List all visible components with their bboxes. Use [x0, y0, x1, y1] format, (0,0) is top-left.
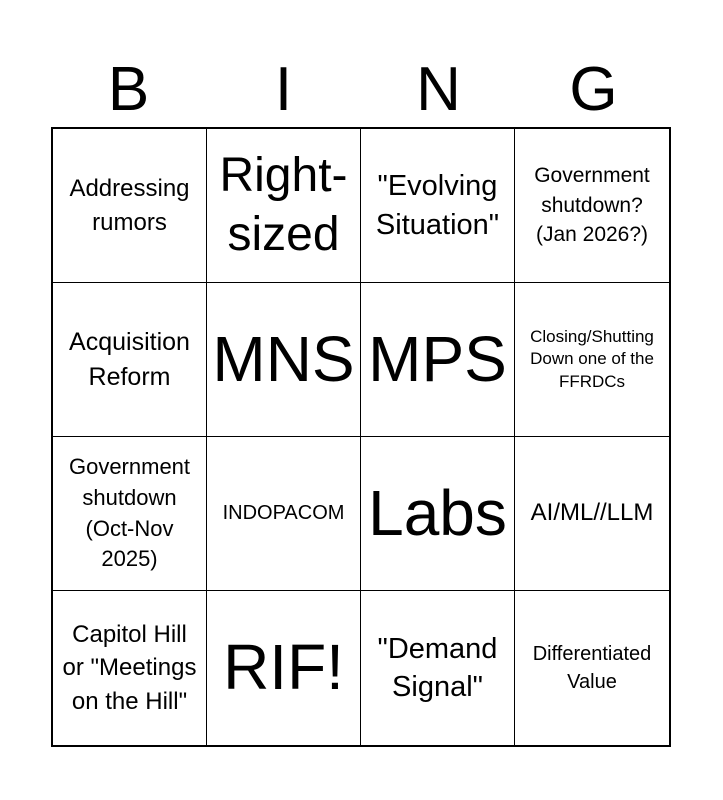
bingo-cell-text: Closing/Shutting Down one of the FFRDCs [530, 326, 654, 391]
bingo-cell-text: Labs [368, 476, 507, 549]
header-letter-n: N [416, 55, 461, 124]
bingo-cell[interactable] [53, 591, 207, 745]
bingo-cell-text: MPS [368, 322, 507, 395]
bingo-cell-text: Government shutdown? (Jan 2026?) [534, 164, 650, 247]
bingo-cell[interactable] [515, 129, 669, 283]
bingo-cell[interactable] [207, 129, 361, 283]
bingo-cell[interactable] [53, 437, 207, 591]
bingo-cell-text: AI/ML//LLM [530, 499, 654, 527]
bingo-cell-text: "Evolving Situation" [375, 170, 500, 241]
bingo-cell-text: Differentiated Value [532, 643, 652, 693]
header-letter-g: G [569, 55, 618, 124]
bingo-cell[interactable] [207, 283, 361, 437]
bingo-cell[interactable] [53, 129, 207, 283]
bingo-cell[interactable] [515, 283, 669, 437]
bingo-cell-text: Acquisition Reform [69, 328, 190, 391]
bingo-board [51, 127, 671, 747]
bingo-cell-text: Government shutdown (Oct-Nov 2025) [68, 453, 191, 572]
bingo-cell[interactable] [207, 591, 361, 745]
bingo-cell[interactable] [361, 591, 515, 745]
bingo-header [51, 52, 671, 128]
bingo-cell-text: Capitol Hill or "Meetings on the Hill" [62, 620, 197, 715]
bingo-cell-text: RIF! [223, 631, 344, 704]
header-letter-b: B [107, 55, 150, 124]
bingo-cell[interactable] [361, 437, 515, 591]
bingo-cell[interactable] [53, 283, 207, 437]
bingo-cell-text: Right-sized [219, 148, 348, 261]
bingo-cell[interactable] [515, 591, 669, 745]
bingo-cell[interactable] [207, 437, 361, 591]
bingo-cell-text: "Demand Signal" [377, 632, 498, 703]
header-letter-i: I [274, 55, 293, 124]
bingo-cell[interactable] [361, 129, 515, 283]
bingo-cell[interactable] [515, 437, 669, 591]
bingo-cell-text: INDOPACOM [222, 501, 345, 524]
bingo-cell-text: Addressing rumors [69, 175, 190, 236]
bingo-cell[interactable] [361, 283, 515, 437]
bingo-cell-text: MNS [212, 322, 355, 395]
